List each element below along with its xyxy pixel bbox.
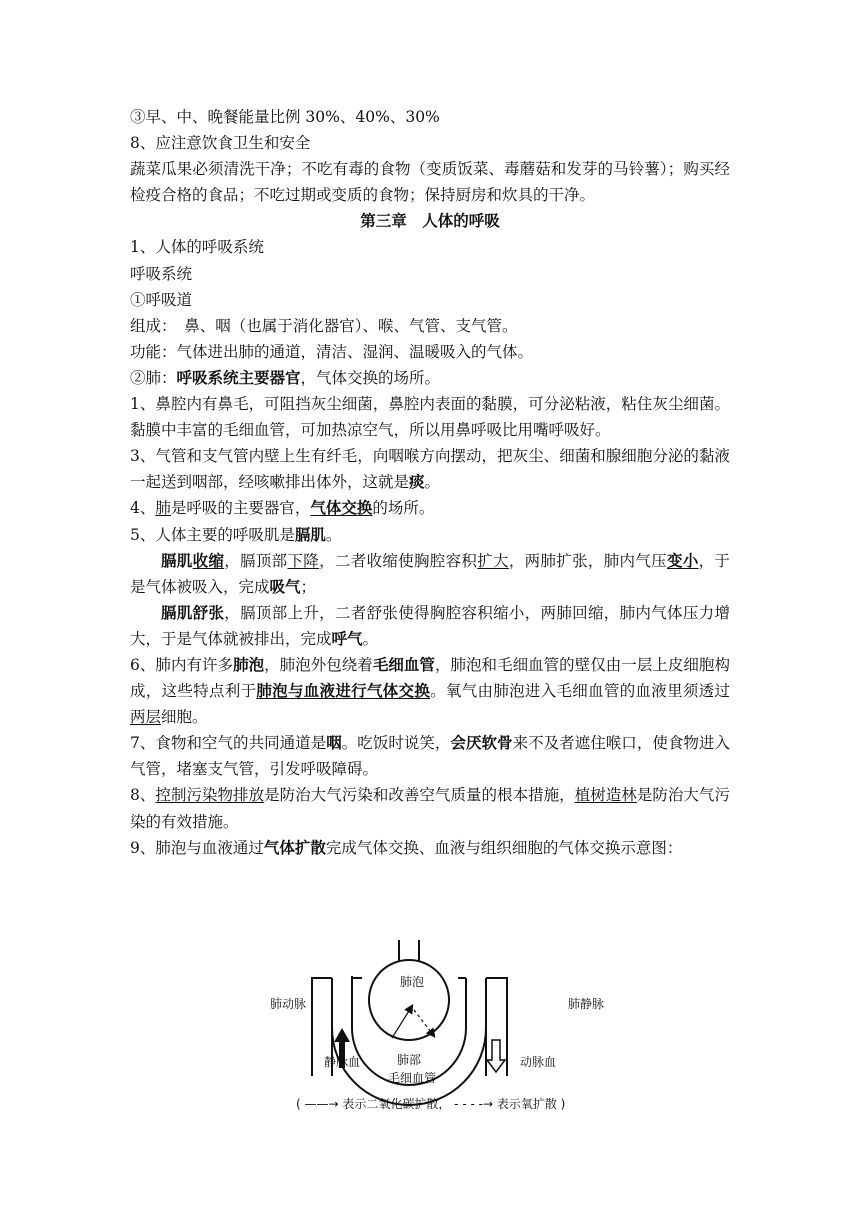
- text-line: ③早、中、晚餐能量比例 30%、40%、30%: [130, 108, 440, 126]
- text-run: 5、人体主要的呼吸肌是: [130, 525, 295, 544]
- text-line: 呼吸系统: [130, 264, 193, 283]
- text-line: 1、人体的呼吸系统: [130, 238, 264, 257]
- text-run: 。氧气由肺泡进入毛细血管的血液里须透过: [430, 682, 730, 701]
- bold-term: 膈肌: [161, 550, 193, 570]
- bold-term: 膈肌舒张: [161, 602, 225, 622]
- bold-term: 会厌软骨: [450, 733, 513, 753]
- text-run: 。吃饭时说笑，: [341, 734, 451, 753]
- text-line: ①呼吸道: [130, 290, 193, 309]
- text-run: 细胞。: [161, 708, 208, 727]
- text-run: 8、: [130, 786, 156, 805]
- paragraph-inhale: [130, 548, 730, 600]
- paragraph: 蔬菜瓜果必须清洗干净；不吃有毒的食物（变质饭菜、毒蘑菇和发芽的马铃薯）；购买经检疫合格的食品；不吃过期或变质的食物；保持厨房和炊具的干净。: [130, 160, 730, 205]
- paragraph-exhale: [130, 600, 730, 652]
- alveolus-circle: [369, 960, 449, 1040]
- text-line: 8、应注意饮食卫生和安全: [130, 134, 311, 153]
- text-run: ，两肺扩张，肺内气压: [508, 551, 667, 570]
- bold-term: 毛细血管: [372, 654, 435, 674]
- text-run: 。: [325, 525, 342, 544]
- text-line: 组成： 鼻、咽（也属于消化器官）、喉、气管、支气管。: [130, 316, 518, 335]
- capillary-label-line2: 毛细血管: [388, 1071, 437, 1085]
- text-run: 3、气管和支气管内壁上生有纤毛，向咽喉方向摆动，把灰尘、细菌和腺细胞分泌的黏液一起送到咽部，经咳嗽排出体外，这就是: [130, 447, 730, 492]
- text-run: 是防治大气污染和改善空气质量的根本措施，: [264, 786, 575, 805]
- bold-term: 咽: [326, 733, 342, 753]
- paragraph: [130, 782, 730, 834]
- underlined-term: 肺: [155, 499, 171, 518]
- text-run: ，肺泡外包绕着: [264, 655, 373, 674]
- document-page: [130, 104, 730, 861]
- text-run: 完成气体交换、血液与组织细胞的气体交换示意图：: [325, 838, 683, 857]
- paragraph: [130, 443, 730, 495]
- arterial-arrow: [487, 1040, 505, 1072]
- text-run: 4、: [130, 499, 156, 518]
- venous-blood-label: 静脉血: [324, 1055, 361, 1069]
- text-run: ，肺泡和毛细血管的壁仅由一层上皮细胞构成，这些特点利于: [130, 655, 730, 701]
- text-run: 。: [362, 629, 379, 648]
- underlined-term: 扩大: [477, 551, 509, 570]
- pulmonary-artery-label: 肺动脉: [270, 997, 307, 1011]
- bold-term: 气体扩散: [263, 837, 326, 857]
- underlined-term: 变小: [666, 550, 699, 570]
- diagram-svg: [262, 936, 622, 1122]
- text-run: ，膈顶部: [224, 551, 288, 570]
- text-run: ；: [300, 577, 317, 596]
- underlined-term: 肺泡与血液进行气体交换: [256, 681, 431, 701]
- underlined-term: 控制污染物排放: [155, 786, 265, 805]
- bold-term: 呼吸系统主要器官: [176, 367, 301, 387]
- arterial-blood-label: 动脉血: [520, 1055, 557, 1069]
- underlined-term: 植树造林: [574, 786, 637, 805]
- text-run: 的场所。: [372, 499, 435, 518]
- underlined-term: 收缩: [192, 550, 225, 570]
- text-run: 是呼吸的主要器官，: [170, 499, 311, 518]
- diagram-legend: ( ——→ 表示二氧化碳扩散， - - - -→ 表示氧扩散 ): [296, 1097, 566, 1111]
- text-run: 。: [424, 473, 441, 492]
- text-line: [130, 495, 730, 521]
- text-line: [130, 365, 730, 391]
- bold-term: 肺泡: [233, 654, 265, 674]
- text-run: 9、肺泡与血液通过: [130, 838, 264, 857]
- bold-term: 痰: [409, 472, 425, 492]
- underlined-term: 两层: [130, 708, 162, 727]
- artery-vessel: [312, 978, 362, 1006]
- bold-term: 膈肌: [294, 524, 326, 544]
- text-run: ，气体交换的场所。: [300, 368, 441, 387]
- underlined-term: 气体交换: [310, 498, 373, 518]
- text-line: 功能：气体进出肺的通道，清洁、湿润、温暖吸入的气体。: [130, 342, 534, 361]
- capillary-label-line1: 肺部: [397, 1053, 422, 1067]
- bold-term: 吸气: [269, 576, 301, 596]
- paragraph: [130, 730, 730, 782]
- text-run: ，膈顶部上升，二者舒张使得胸腔容积缩小，两肺回缩，肺内气体压力增大，于是气体就被排出，完成: [130, 603, 730, 648]
- text-run: ，于是气体被吸入，完成: [130, 551, 730, 596]
- text-run: 7、食物和空气的共同通道是: [130, 734, 327, 753]
- text-run: 是防治大气污染的有效措施。: [130, 786, 730, 831]
- venous-arrow-head: [334, 1028, 350, 1042]
- alveolus-label: 肺泡: [400, 975, 425, 989]
- text-run: ②肺：: [130, 368, 177, 387]
- pulmonary-vein-label: 肺静脉: [568, 997, 605, 1011]
- text-run: ，二者收缩使胸腔容积: [319, 551, 478, 570]
- text-run: 6、肺内有许多: [130, 655, 234, 674]
- paragraph: 1、鼻腔内有鼻毛，可阻挡灰尘细菌，鼻腔内表面的黏膜，可分泌粘液，粘住灰尘细菌。黏膜中丰富的毛细血管，可加热凉空气，所以用鼻呼吸比用嘴呼吸好。: [130, 395, 730, 440]
- bold-term: 呼气: [331, 628, 363, 648]
- text-line: [130, 522, 730, 548]
- underlined-term: 下降: [287, 551, 320, 570]
- paragraph: [130, 835, 730, 861]
- gas-exchange-diagram: [262, 936, 622, 1122]
- text-run: 来不及者遮住喉口，使食物进入气管，堵塞支气管，引发呼吸障碍。: [130, 734, 730, 779]
- paragraph: [130, 652, 730, 730]
- chapter-title: 第三章 人体的呼吸: [360, 211, 500, 231]
